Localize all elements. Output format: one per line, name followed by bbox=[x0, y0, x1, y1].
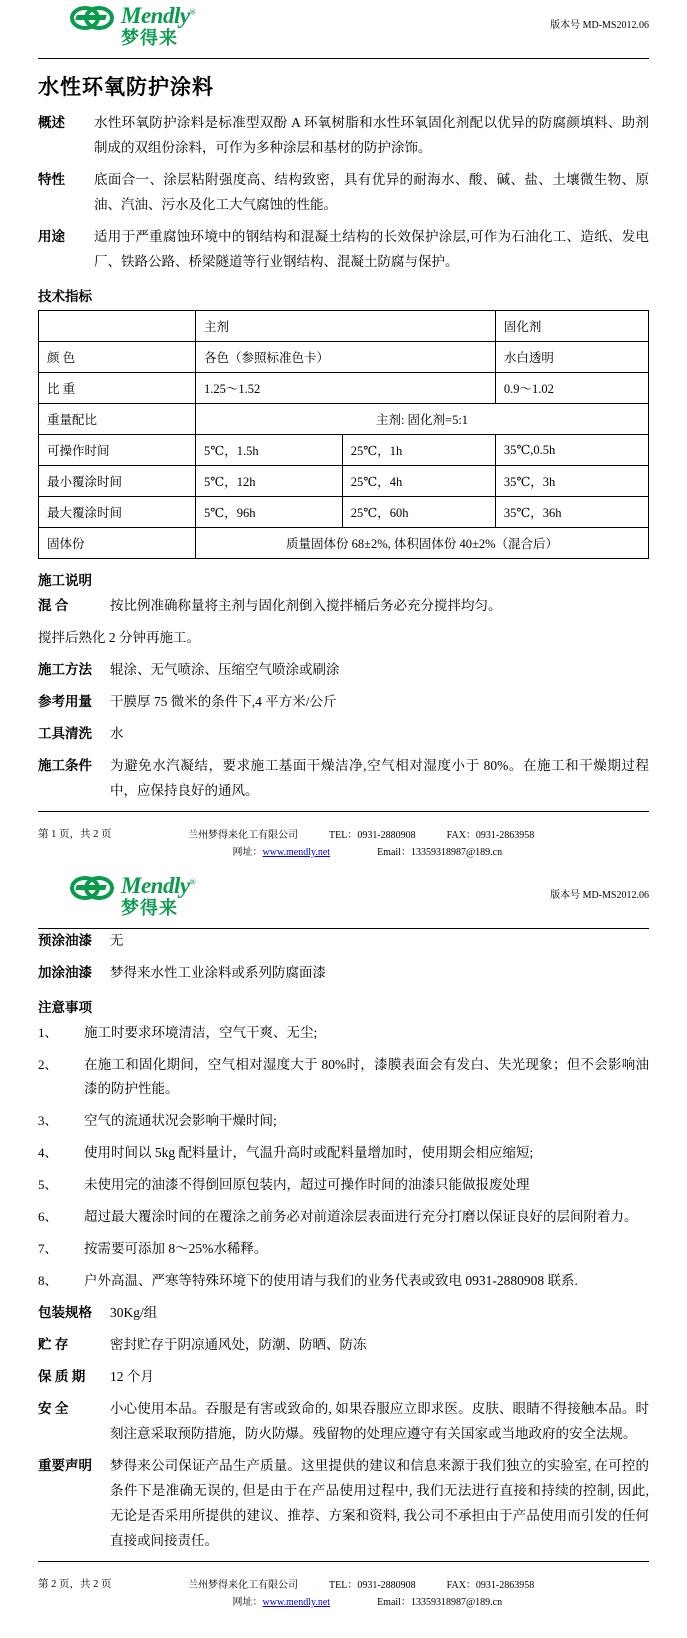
row-desc: 梦得来水性工业涂料或系列防腐面漆 bbox=[110, 964, 326, 980]
table-cell: 0.9～1.02 bbox=[495, 372, 648, 403]
table-row bbox=[39, 434, 649, 465]
notice-text: 未使用完的油漆不得倒回原包装内，超过可操作时间的油漆只能做报废处理 bbox=[84, 1177, 530, 1193]
table-cell: 重量配比 bbox=[39, 403, 196, 434]
construction-cleaning bbox=[38, 722, 649, 747]
notice-text: 在施工和固化期间，空气相对湿度大于 80%时，漆膜表面会有发白、失光现象；但不会影响油漆的防护性能。 bbox=[84, 1056, 649, 1097]
row-desc: 梦得来公司保证产品生产质量。这里提供的建议和信息来源于我们独立的实验室, 在可控的条件下是准确无误的, 但是由于在产品使用过程中, 我们无法进行直接和持续的控制, 因此, 无论是否采用所提供的建议、推荐、方案和资料, 我公司不承担由于产品使用而引发的任何直接或间接责任。 bbox=[110, 1458, 649, 1548]
page-header bbox=[0, 870, 687, 924]
notice-item bbox=[38, 1053, 649, 1103]
table-cell: 各色（参照标准色卡） bbox=[196, 341, 496, 372]
notice-number: 8、 bbox=[38, 1273, 58, 1289]
row-precoat bbox=[38, 929, 649, 954]
company-logo bbox=[70, 874, 195, 917]
table-cell: 主剂: 固化剂=5:1 bbox=[196, 403, 649, 434]
registered-mark-icon: ® bbox=[189, 7, 196, 17]
construction-consumption bbox=[38, 690, 649, 715]
notice-text: 使用时间以 5kg 配料量计，气温升高时或配料量增加时，使用期会相应缩短; bbox=[84, 1145, 534, 1161]
footer-email: 13359318987@189.cn bbox=[410, 1596, 503, 1608]
row-desc: 辊涂、无气喷涂、压缩空气喷涂或刷涂 bbox=[110, 661, 340, 677]
table-cell: 5℃，1.5h bbox=[196, 434, 343, 465]
construction-mixing bbox=[38, 594, 649, 619]
section-desc: 底面合一、涂层粘附强度高、结构致密，具有优异的耐海水、酸、碱、盐、土壤微生物、原油、汽油、污水及化工大气腐蚀的性能。 bbox=[94, 171, 649, 212]
footer-email-label: Email： bbox=[377, 846, 411, 858]
row-topcoat bbox=[38, 961, 649, 986]
notice-text: 按需要可添加 8～25%水稀释。 bbox=[84, 1241, 268, 1257]
page-header bbox=[0, 0, 687, 54]
notice-text: 施工时要求环境清洁，空气干爽、无尘; bbox=[84, 1024, 318, 1040]
notice-number: 5、 bbox=[38, 1177, 58, 1193]
page-footer bbox=[0, 826, 687, 870]
row-term: 包装规格 bbox=[38, 1305, 92, 1321]
notice-item bbox=[38, 1269, 649, 1294]
table-cell: 1.25～1.52 bbox=[196, 372, 496, 403]
row-disclaimer bbox=[38, 1454, 649, 1554]
section-features bbox=[38, 168, 649, 218]
page-footer bbox=[0, 1576, 687, 1620]
table-row bbox=[39, 403, 649, 434]
footer-fax: FAX：0931-2863958 bbox=[446, 829, 535, 841]
row-term: 混 合 bbox=[38, 597, 69, 613]
table-cell: 5℃，96h bbox=[196, 496, 343, 527]
row-desc: 搅拌后熟化 2 分钟再施工。 bbox=[38, 629, 200, 645]
section-term: 用途 bbox=[38, 228, 65, 244]
row-term: 重要声明 bbox=[38, 1458, 92, 1474]
row-shelf-life bbox=[38, 1365, 649, 1390]
row-term: 加涂油漆 bbox=[38, 964, 92, 980]
row-term: 施工条件 bbox=[38, 757, 92, 773]
section-desc: 适用于严重腐蚀环境中的钢结构和混凝土结构的长效保护涂层,可作为石油化工、造纸、发电厂、铁路公路、桥梁隧道等行业钢结构、混凝土防腐与保护。 bbox=[94, 228, 649, 269]
notice-item bbox=[38, 1109, 649, 1134]
footer-tel: TEL：0931-2880908 bbox=[329, 1579, 416, 1591]
company-logo bbox=[70, 4, 195, 47]
row-safety bbox=[38, 1397, 649, 1447]
footer-website-link[interactable]: www.mendly.net bbox=[262, 846, 331, 858]
notice-item bbox=[38, 1237, 649, 1262]
table-cell: 固体份 bbox=[39, 527, 196, 558]
notice-item bbox=[38, 1141, 649, 1166]
table-cell: 比 重 bbox=[39, 372, 196, 403]
table-cell: 25℃，60h bbox=[342, 496, 495, 527]
notice-number: 3、 bbox=[38, 1113, 58, 1129]
row-term: 施工方法 bbox=[38, 661, 92, 677]
table-row bbox=[39, 465, 649, 496]
footer-company: 兰州梦得来化工有限公司 bbox=[188, 1579, 298, 1591]
row-desc: 为避免水汽凝结，要求施工基面干燥洁净,空气相对湿度小于 80%。在施工和干燥期过程中，应保持良好的通风。 bbox=[110, 757, 649, 798]
table-cell: 质量固体份 68±2%, 体积固体份 40±2%（混合后） bbox=[196, 527, 649, 558]
logo-mark-icon bbox=[70, 4, 116, 34]
table-cell: 35℃,0.5h bbox=[495, 434, 648, 465]
row-term: 预涂油漆 bbox=[38, 932, 92, 948]
table-cell: 5℃，12h bbox=[196, 465, 343, 496]
row-desc: 密封贮存于阴凉通风处，防潮、防晒、防冻 bbox=[110, 1337, 367, 1353]
notice-number: 1、 bbox=[38, 1024, 58, 1040]
table-cell bbox=[39, 310, 196, 341]
construction-method bbox=[38, 658, 649, 683]
construction-conditions bbox=[38, 754, 649, 804]
notice-item bbox=[38, 1173, 649, 1198]
logo-text-en: Mendly® bbox=[121, 3, 196, 28]
construction-label: 施工说明 bbox=[38, 572, 92, 588]
construction-mixing-cont bbox=[38, 626, 649, 651]
registered-mark-icon: ® bbox=[189, 876, 196, 886]
notice-number: 2、 bbox=[38, 1056, 58, 1072]
row-desc: 按比例准确称量将主剂与固化剂倒入搅拌桶后务必充分搅拌均匀。 bbox=[110, 597, 502, 613]
notice-number: 7、 bbox=[38, 1241, 58, 1257]
table-cell: 可操作时间 bbox=[39, 434, 196, 465]
table-row bbox=[39, 496, 649, 527]
section-term: 概述 bbox=[38, 115, 65, 130]
footer-web-label: 网址： bbox=[232, 846, 263, 858]
notice-number: 4、 bbox=[38, 1145, 58, 1161]
notice-item bbox=[38, 1205, 649, 1230]
row-term: 工具清洗 bbox=[38, 725, 92, 741]
row-desc: 干膜厚 75 微米的条件下,4 平方米/公斤 bbox=[110, 693, 337, 709]
footer-divider bbox=[38, 1561, 649, 1562]
table-cell: 水白透明 bbox=[495, 341, 648, 372]
version-number: 版本号 MD-MS2012.06 bbox=[550, 889, 649, 901]
table-cell: 25℃，4h bbox=[342, 465, 495, 496]
notice-text: 空气的流通状况会影响干燥时间; bbox=[84, 1113, 277, 1129]
section-overview bbox=[38, 111, 649, 161]
table-cell: 最小覆涂时间 bbox=[39, 465, 196, 496]
table-cell: 25℃，1h bbox=[342, 434, 495, 465]
page-title: 水性环氧防护涂料 bbox=[38, 75, 214, 99]
section-uses bbox=[38, 225, 649, 275]
row-term: 保 质 期 bbox=[38, 1369, 86, 1385]
row-term: 安 全 bbox=[38, 1401, 69, 1417]
notice-item bbox=[38, 1021, 649, 1046]
tech-spec-label: 技术指标 bbox=[38, 288, 92, 304]
row-desc: 水 bbox=[110, 725, 124, 741]
row-desc: 无 bbox=[110, 932, 124, 948]
row-packaging bbox=[38, 1301, 649, 1326]
logo-mark-icon bbox=[70, 874, 116, 904]
row-storage bbox=[38, 1333, 649, 1358]
table-cell: 固化剂 bbox=[495, 310, 648, 341]
notice-text: 户外高温、严寒等特殊环境下的使用请与我们的业务代表或致电 0931-2880908 联系. bbox=[84, 1273, 578, 1289]
footer-fax: FAX：0931-2863958 bbox=[446, 1579, 535, 1591]
table-cell: 颜 色 bbox=[39, 341, 196, 372]
row-term: 参考用量 bbox=[38, 693, 92, 709]
row-desc: 12 个月 bbox=[110, 1369, 154, 1385]
row-desc: 30Kg/组 bbox=[110, 1305, 158, 1321]
logo-text-en: Mendly® bbox=[121, 872, 196, 898]
footer-divider bbox=[38, 811, 649, 812]
footer-website-link[interactable]: www.mendly.net bbox=[262, 1596, 331, 1608]
footer-tel: TEL：0931-2880908 bbox=[329, 829, 416, 841]
table-row bbox=[39, 372, 649, 403]
footer-company: 兰州梦得来化工有限公司 bbox=[188, 829, 298, 841]
footer-page-number: 第 1 页，共 2 页 bbox=[38, 828, 112, 840]
table-row bbox=[39, 341, 649, 372]
section-desc: 水性环氧防护涂料是标准型双酚 A 环氧树脂和水性环氧固化剂配以优异的防腐颜填料、助剂制成的双组份涂料，可作为多种涂层和基材的防护涂饰。 bbox=[94, 115, 649, 155]
notice-text: 超过最大覆涂时间的在覆涂之前务必对前道涂层表面进行充分打磨以保证良好的层间附着力。 bbox=[84, 1209, 638, 1225]
footer-email: 13359318987@189.cn bbox=[410, 846, 503, 858]
footer-email-label: Email： bbox=[377, 1596, 411, 1608]
table-cell: 35℃，36h bbox=[495, 496, 648, 527]
table-row bbox=[39, 527, 649, 558]
footer-page-number: 第 2 页，共 2 页 bbox=[38, 1578, 112, 1590]
table-cell: 主剂 bbox=[196, 310, 496, 341]
version-number: 版本号 MD-MS2012.06 bbox=[550, 20, 649, 31]
notice-number: 6、 bbox=[38, 1209, 58, 1225]
notice-label: 注意事项 bbox=[38, 999, 92, 1015]
document-page-2 bbox=[0, 870, 687, 1620]
table-cell: 最大覆涂时间 bbox=[39, 496, 196, 527]
header-divider bbox=[38, 58, 649, 59]
logo-text-cn: 梦得来 bbox=[121, 28, 178, 48]
section-term: 特性 bbox=[38, 171, 65, 187]
table-row bbox=[39, 310, 649, 341]
logo-text-cn: 梦得来 bbox=[121, 897, 178, 918]
footer-web-label: 网址： bbox=[232, 1596, 263, 1608]
table-cell: 35℃，3h bbox=[495, 465, 648, 496]
row-term: 贮 存 bbox=[38, 1337, 69, 1353]
tech-spec-table bbox=[38, 310, 649, 559]
row-desc: 小心使用本品。吞服是有害或致命的, 如果吞服应立即求医。皮肤、眼睛不得接触本品。时刻注意采取预防措施，防火防爆。残留物的处理应遵守有关国家或当地政府的安全法规。 bbox=[110, 1401, 649, 1442]
